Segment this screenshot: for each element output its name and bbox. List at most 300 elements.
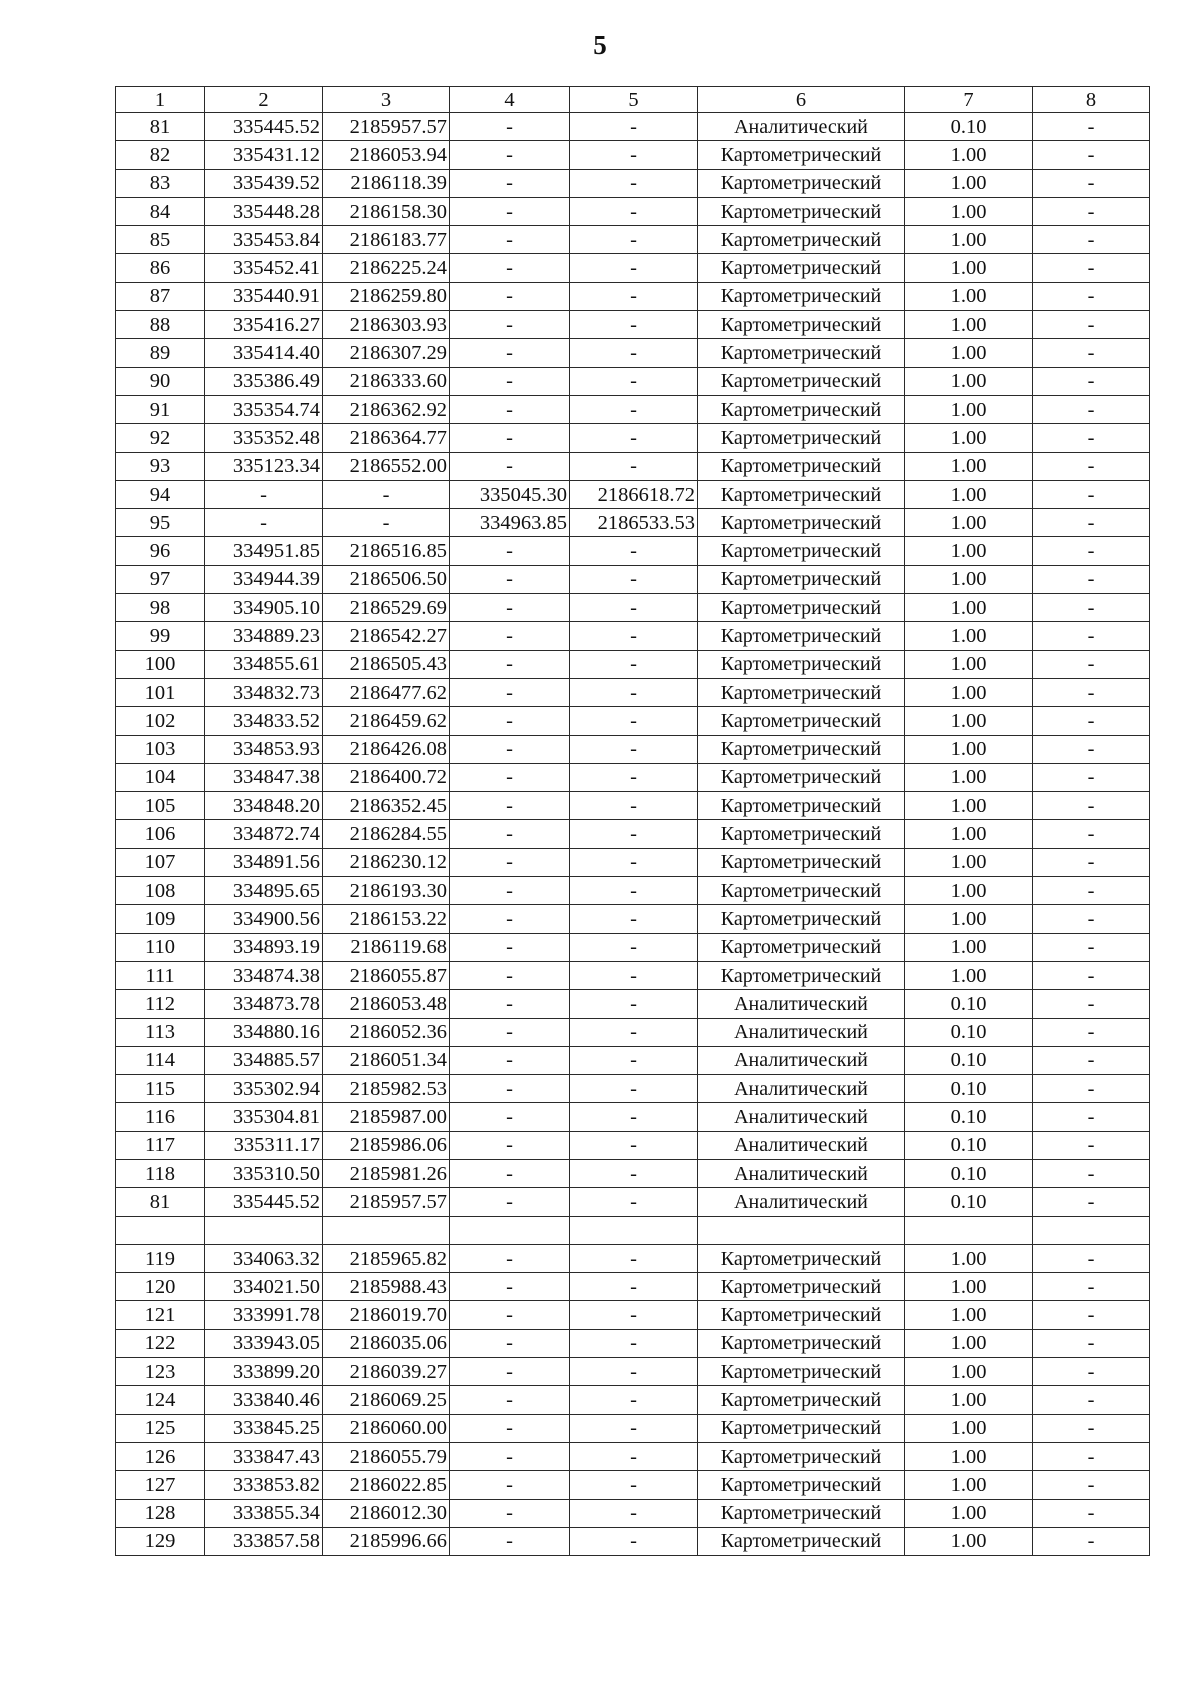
column-header: 7: [905, 87, 1033, 113]
y-coordinate-cell: 2186012.30: [323, 1499, 450, 1527]
method-cell: Картометрический: [698, 1273, 905, 1301]
y-coordinate-cell: 2185957.57: [323, 113, 450, 141]
point-number-cell: 87: [116, 282, 205, 310]
table-row: [116, 1103, 1150, 1131]
method-cell: Картометрический: [698, 169, 905, 197]
method-cell: Картометрический: [698, 565, 905, 593]
y-new-cell: -: [570, 254, 698, 282]
y-new-cell: -: [570, 735, 698, 763]
accuracy-cell: 1.00: [905, 905, 1033, 933]
y-coordinate-cell: 2186362.92: [323, 395, 450, 423]
y-coordinate-cell: -: [323, 480, 450, 508]
accuracy-cell: 1.00: [905, 961, 1033, 989]
table-row: [116, 254, 1150, 282]
x-coordinate-cell: 334833.52: [205, 707, 323, 735]
accuracy-cell: 1.00: [905, 1329, 1033, 1357]
description-cell: -: [1033, 1358, 1150, 1386]
accuracy-cell: 1.00: [905, 424, 1033, 452]
x-new-cell: 335045.30: [450, 480, 570, 508]
x-coordinate-cell: 333943.05: [205, 1329, 323, 1357]
x-coordinate-cell: 334063.32: [205, 1244, 323, 1272]
y-new-cell: -: [570, 707, 698, 735]
y-coordinate-cell: 2186153.22: [323, 905, 450, 933]
point-number-cell: 126: [116, 1442, 205, 1470]
description-cell: -: [1033, 820, 1150, 848]
point-number-cell: 88: [116, 311, 205, 339]
x-new-cell: -: [450, 650, 570, 678]
method-cell: Картометрический: [698, 452, 905, 480]
x-coordinate-cell: 334873.78: [205, 990, 323, 1018]
x-coordinate-cell: 333840.46: [205, 1386, 323, 1414]
x-new-cell: -: [450, 169, 570, 197]
point-number-cell: 123: [116, 1358, 205, 1386]
y-new-cell: -: [570, 311, 698, 339]
description-cell: -: [1033, 1301, 1150, 1329]
method-cell: Картометрический: [698, 961, 905, 989]
table-row: [116, 1471, 1150, 1499]
table-row: [116, 113, 1150, 141]
point-number-cell: 97: [116, 565, 205, 593]
method-cell: Картометрический: [698, 282, 905, 310]
y-new-cell: -: [570, 877, 698, 905]
x-new-cell: 334963.85: [450, 509, 570, 537]
description-cell: -: [1033, 594, 1150, 622]
point-number-cell: 84: [116, 197, 205, 225]
x-coordinate-cell: 334848.20: [205, 792, 323, 820]
point-number-cell: 110: [116, 933, 205, 961]
y-coordinate-cell: 2186459.62: [323, 707, 450, 735]
table-row: [116, 339, 1150, 367]
accuracy-cell: 0.10: [905, 1046, 1033, 1074]
table-row: [116, 1499, 1150, 1527]
description-cell: -: [1033, 678, 1150, 706]
accuracy-cell: 1.00: [905, 1414, 1033, 1442]
accuracy-cell: 1.00: [905, 933, 1033, 961]
description-cell: -: [1033, 1131, 1150, 1159]
y-new-cell: 2186533.53: [570, 509, 698, 537]
y-new-cell: -: [570, 226, 698, 254]
x-coordinate-cell: 335123.34: [205, 452, 323, 480]
point-number-cell: 102: [116, 707, 205, 735]
x-new-cell: -: [450, 339, 570, 367]
x-new-cell: -: [450, 961, 570, 989]
y-new-cell: -: [570, 961, 698, 989]
method-cell: Картометрический: [698, 594, 905, 622]
point-number-cell: 116: [116, 1103, 205, 1131]
point-number-cell: 115: [116, 1075, 205, 1103]
y-new-cell: -: [570, 594, 698, 622]
y-new-cell: -: [570, 1386, 698, 1414]
y-coordinate-cell: 2186303.93: [323, 311, 450, 339]
table-row: [116, 480, 1150, 508]
coordinates-table: [115, 86, 1150, 1556]
x-new-cell: -: [450, 367, 570, 395]
x-coordinate-cell: 334855.61: [205, 650, 323, 678]
table-row: [116, 1188, 1150, 1216]
accuracy-cell: 1.00: [905, 1273, 1033, 1301]
x-coordinate-cell: 334853.93: [205, 735, 323, 763]
accuracy-cell: 1.00: [905, 1358, 1033, 1386]
table-row: [116, 735, 1150, 763]
accuracy-cell: 1.00: [905, 877, 1033, 905]
x-new-cell: -: [450, 565, 570, 593]
method-cell: Картометрический: [698, 1386, 905, 1414]
accuracy-cell: 0.10: [905, 1103, 1033, 1131]
point-number-cell: [116, 1216, 205, 1244]
point-number-cell: 105: [116, 792, 205, 820]
method-cell: Картометрический: [698, 933, 905, 961]
y-coordinate-cell: -: [323, 509, 450, 537]
table-row: [116, 990, 1150, 1018]
x-new-cell: -: [450, 678, 570, 706]
method-cell: Картометрический: [698, 905, 905, 933]
table-row: [116, 1527, 1150, 1555]
x-coordinate-cell: -: [205, 509, 323, 537]
accuracy-cell: 1.00: [905, 1471, 1033, 1499]
table-row: [116, 1159, 1150, 1187]
y-coordinate-cell: 2186158.30: [323, 197, 450, 225]
x-coordinate-cell: 335304.81: [205, 1103, 323, 1131]
accuracy-cell: 1.00: [905, 395, 1033, 423]
table-row: [116, 1046, 1150, 1074]
description-cell: -: [1033, 311, 1150, 339]
table-row: [116, 367, 1150, 395]
y-new-cell: -: [570, 1131, 698, 1159]
x-new-cell: -: [450, 311, 570, 339]
x-new-cell: -: [450, 1018, 570, 1046]
table-row: [116, 1358, 1150, 1386]
x-coordinate-cell: 334874.38: [205, 961, 323, 989]
table-row: [116, 141, 1150, 169]
description-cell: -: [1033, 226, 1150, 254]
accuracy-cell: 0.10: [905, 1159, 1033, 1187]
x-new-cell: -: [450, 763, 570, 791]
description-cell: -: [1033, 1018, 1150, 1046]
table-row: [116, 622, 1150, 650]
x-coordinate-cell: 333845.25: [205, 1414, 323, 1442]
x-new-cell: -: [450, 735, 570, 763]
description-cell: -: [1033, 622, 1150, 650]
method-cell: Картометрический: [698, 311, 905, 339]
y-coordinate-cell: 2186051.34: [323, 1046, 450, 1074]
accuracy-cell: 0.10: [905, 990, 1033, 1018]
y-new-cell: -: [570, 339, 698, 367]
accuracy-cell: 1.00: [905, 197, 1033, 225]
accuracy-cell: 1.00: [905, 141, 1033, 169]
description-cell: -: [1033, 707, 1150, 735]
x-new-cell: -: [450, 197, 570, 225]
x-coordinate-cell: 333847.43: [205, 1442, 323, 1470]
accuracy-cell: 1.00: [905, 735, 1033, 763]
y-coordinate-cell: 2186542.27: [323, 622, 450, 650]
description-cell: -: [1033, 197, 1150, 225]
method-cell: Картометрический: [698, 1244, 905, 1272]
x-new-cell: -: [450, 622, 570, 650]
x-coordinate-cell: 335416.27: [205, 311, 323, 339]
y-coordinate-cell: 2186060.00: [323, 1414, 450, 1442]
column-header: 3: [323, 87, 450, 113]
table-row: [116, 1414, 1150, 1442]
description-cell: -: [1033, 1414, 1150, 1442]
y-new-cell: -: [570, 1527, 698, 1555]
table-row: [116, 565, 1150, 593]
point-number-cell: 111: [116, 961, 205, 989]
x-new-cell: [450, 1216, 570, 1244]
x-new-cell: -: [450, 254, 570, 282]
y-new-cell: -: [570, 678, 698, 706]
table-row: [116, 1216, 1150, 1244]
table-row: [116, 1018, 1150, 1046]
description-cell: -: [1033, 141, 1150, 169]
point-number-cell: 101: [116, 678, 205, 706]
accuracy-cell: 1.00: [905, 594, 1033, 622]
point-number-cell: 108: [116, 877, 205, 905]
x-new-cell: -: [450, 1046, 570, 1074]
y-coordinate-cell: 2186477.62: [323, 678, 450, 706]
column-header: 5: [570, 87, 698, 113]
method-cell: Картометрический: [698, 395, 905, 423]
column-header: 8: [1033, 87, 1150, 113]
x-coordinate-cell: 335414.40: [205, 339, 323, 367]
x-new-cell: -: [450, 1414, 570, 1442]
method-cell: Картометрический: [698, 480, 905, 508]
point-number-cell: 121: [116, 1301, 205, 1329]
table-row: [116, 169, 1150, 197]
accuracy-cell: 1.00: [905, 565, 1033, 593]
y-coordinate-cell: 2186022.85: [323, 1471, 450, 1499]
point-number-cell: 117: [116, 1131, 205, 1159]
description-cell: -: [1033, 254, 1150, 282]
x-coordinate-cell: 335386.49: [205, 367, 323, 395]
y-new-cell: -: [570, 113, 698, 141]
method-cell: Аналитический: [698, 990, 905, 1018]
y-coordinate-cell: 2186193.30: [323, 877, 450, 905]
x-new-cell: -: [450, 1527, 570, 1555]
y-new-cell: [570, 1216, 698, 1244]
page-number: 5: [593, 30, 607, 60]
x-coordinate-cell: 334905.10: [205, 594, 323, 622]
x-coordinate-cell: 333991.78: [205, 1301, 323, 1329]
y-coordinate-cell: 2186053.48: [323, 990, 450, 1018]
x-new-cell: -: [450, 282, 570, 310]
x-coordinate-cell: 333857.58: [205, 1527, 323, 1555]
y-coordinate-cell: 2186505.43: [323, 650, 450, 678]
x-new-cell: -: [450, 452, 570, 480]
method-cell: Картометрический: [698, 1301, 905, 1329]
accuracy-cell: 1.00: [905, 282, 1033, 310]
accuracy-cell: 0.10: [905, 1188, 1033, 1216]
description-cell: -: [1033, 650, 1150, 678]
description-cell: -: [1033, 1103, 1150, 1131]
description-cell: -: [1033, 961, 1150, 989]
x-new-cell: -: [450, 1301, 570, 1329]
description-cell: -: [1033, 1273, 1150, 1301]
y-coordinate-cell: 2186284.55: [323, 820, 450, 848]
y-coordinate-cell: 2186225.24: [323, 254, 450, 282]
x-coordinate-cell: 334944.39: [205, 565, 323, 593]
method-cell: Картометрический: [698, 792, 905, 820]
point-number-cell: 128: [116, 1499, 205, 1527]
x-new-cell: -: [450, 707, 570, 735]
y-new-cell: -: [570, 424, 698, 452]
description-cell: -: [1033, 452, 1150, 480]
accuracy-cell: 1.00: [905, 537, 1033, 565]
y-new-cell: -: [570, 367, 698, 395]
x-new-cell: -: [450, 1442, 570, 1470]
method-cell: Картометрический: [698, 197, 905, 225]
x-coordinate-cell: 334832.73: [205, 678, 323, 706]
y-new-cell: -: [570, 792, 698, 820]
accuracy-cell: 1.00: [905, 226, 1033, 254]
accuracy-cell: 1.00: [905, 169, 1033, 197]
x-coordinate-cell: 334872.74: [205, 820, 323, 848]
point-number-cell: 104: [116, 763, 205, 791]
y-new-cell: -: [570, 1471, 698, 1499]
y-coordinate-cell: 2186307.29: [323, 339, 450, 367]
y-coordinate-cell: 2186552.00: [323, 452, 450, 480]
x-new-cell: -: [450, 1329, 570, 1357]
accuracy-cell: [905, 1216, 1033, 1244]
column-header: 1: [116, 87, 205, 113]
method-cell: Картометрический: [698, 1414, 905, 1442]
y-coordinate-cell: 2185957.57: [323, 1188, 450, 1216]
description-cell: [1033, 1216, 1150, 1244]
x-new-cell: -: [450, 933, 570, 961]
point-number-cell: 95: [116, 509, 205, 537]
point-number-cell: 112: [116, 990, 205, 1018]
y-new-cell: -: [570, 1159, 698, 1187]
x-coordinate-cell: 335445.52: [205, 113, 323, 141]
description-cell: -: [1033, 339, 1150, 367]
x-new-cell: -: [450, 1103, 570, 1131]
x-coordinate-cell: 335352.48: [205, 424, 323, 452]
table-row: [116, 1386, 1150, 1414]
y-new-cell: -: [570, 452, 698, 480]
y-coordinate-cell: 2186039.27: [323, 1358, 450, 1386]
description-cell: -: [1033, 990, 1150, 1018]
x-coordinate-cell: 334895.65: [205, 877, 323, 905]
description-cell: -: [1033, 1188, 1150, 1216]
table-row: [116, 961, 1150, 989]
y-new-cell: -: [570, 1273, 698, 1301]
method-cell: Картометрический: [698, 367, 905, 395]
method-cell: Картометрический: [698, 877, 905, 905]
method-cell: Картометрический: [698, 763, 905, 791]
method-cell: [698, 1216, 905, 1244]
description-cell: -: [1033, 1499, 1150, 1527]
y-new-cell: -: [570, 763, 698, 791]
point-number-cell: 83: [116, 169, 205, 197]
point-number-cell: 81: [116, 1188, 205, 1216]
x-new-cell: -: [450, 1131, 570, 1159]
description-cell: -: [1033, 480, 1150, 508]
x-coordinate-cell: 334847.38: [205, 763, 323, 791]
y-new-cell: -: [570, 169, 698, 197]
point-number-cell: 86: [116, 254, 205, 282]
description-cell: -: [1033, 367, 1150, 395]
y-new-cell: -: [570, 820, 698, 848]
table-row: [116, 820, 1150, 848]
table-row: [116, 452, 1150, 480]
table-row: [116, 650, 1150, 678]
y-coordinate-cell: 2186516.85: [323, 537, 450, 565]
description-cell: -: [1033, 113, 1150, 141]
table-row: [116, 678, 1150, 706]
y-coordinate-cell: 2186364.77: [323, 424, 450, 452]
x-coordinate-cell: 334893.19: [205, 933, 323, 961]
method-cell: Картометрический: [698, 1358, 905, 1386]
point-number-cell: 89: [116, 339, 205, 367]
table-row: [116, 395, 1150, 423]
x-new-cell: -: [450, 1471, 570, 1499]
accuracy-cell: 0.10: [905, 1131, 1033, 1159]
y-coordinate-cell: 2186259.80: [323, 282, 450, 310]
method-cell: Картометрический: [698, 707, 905, 735]
point-number-cell: 129: [116, 1527, 205, 1555]
table-row: [116, 1442, 1150, 1470]
point-number-cell: 114: [116, 1046, 205, 1074]
description-cell: -: [1033, 395, 1150, 423]
table-row: [116, 537, 1150, 565]
point-number-cell: 92: [116, 424, 205, 452]
y-coordinate-cell: 2186529.69: [323, 594, 450, 622]
table-row: [116, 311, 1150, 339]
y-coordinate-cell: 2186053.94: [323, 141, 450, 169]
x-new-cell: -: [450, 848, 570, 876]
point-number-cell: 98: [116, 594, 205, 622]
method-cell: Картометрический: [698, 1471, 905, 1499]
method-cell: Картометрический: [698, 650, 905, 678]
point-number-cell: 100: [116, 650, 205, 678]
y-new-cell: -: [570, 622, 698, 650]
x-coordinate-cell: 333853.82: [205, 1471, 323, 1499]
point-number-cell: 99: [116, 622, 205, 650]
table-row: [116, 1329, 1150, 1357]
table-row: [116, 594, 1150, 622]
table-row: [116, 933, 1150, 961]
y-coordinate-cell: 2186052.36: [323, 1018, 450, 1046]
method-cell: Картометрический: [698, 424, 905, 452]
description-cell: -: [1033, 169, 1150, 197]
x-coordinate-cell: 333899.20: [205, 1358, 323, 1386]
method-cell: Картометрический: [698, 254, 905, 282]
x-new-cell: -: [450, 820, 570, 848]
method-cell: Картометрический: [698, 622, 905, 650]
method-cell: Картометрический: [698, 735, 905, 763]
x-new-cell: -: [450, 594, 570, 622]
point-number-cell: 124: [116, 1386, 205, 1414]
y-new-cell: -: [570, 650, 698, 678]
x-coordinate-cell: 335354.74: [205, 395, 323, 423]
y-coordinate-cell: 2186426.08: [323, 735, 450, 763]
method-cell: Аналитический: [698, 1103, 905, 1131]
accuracy-cell: 1.00: [905, 452, 1033, 480]
accuracy-cell: 1.00: [905, 650, 1033, 678]
x-coordinate-cell: 335431.12: [205, 141, 323, 169]
y-new-cell: -: [570, 1499, 698, 1527]
accuracy-cell: 1.00: [905, 707, 1033, 735]
description-cell: -: [1033, 933, 1150, 961]
method-cell: Аналитический: [698, 1018, 905, 1046]
column-header: 4: [450, 87, 570, 113]
method-cell: Картометрический: [698, 820, 905, 848]
method-cell: Картометрический: [698, 509, 905, 537]
method-cell: Аналитический: [698, 1075, 905, 1103]
y-new-cell: -: [570, 395, 698, 423]
y-coordinate-cell: 2185981.26: [323, 1159, 450, 1187]
method-cell: Картометрический: [698, 1499, 905, 1527]
column-header: 6: [698, 87, 905, 113]
